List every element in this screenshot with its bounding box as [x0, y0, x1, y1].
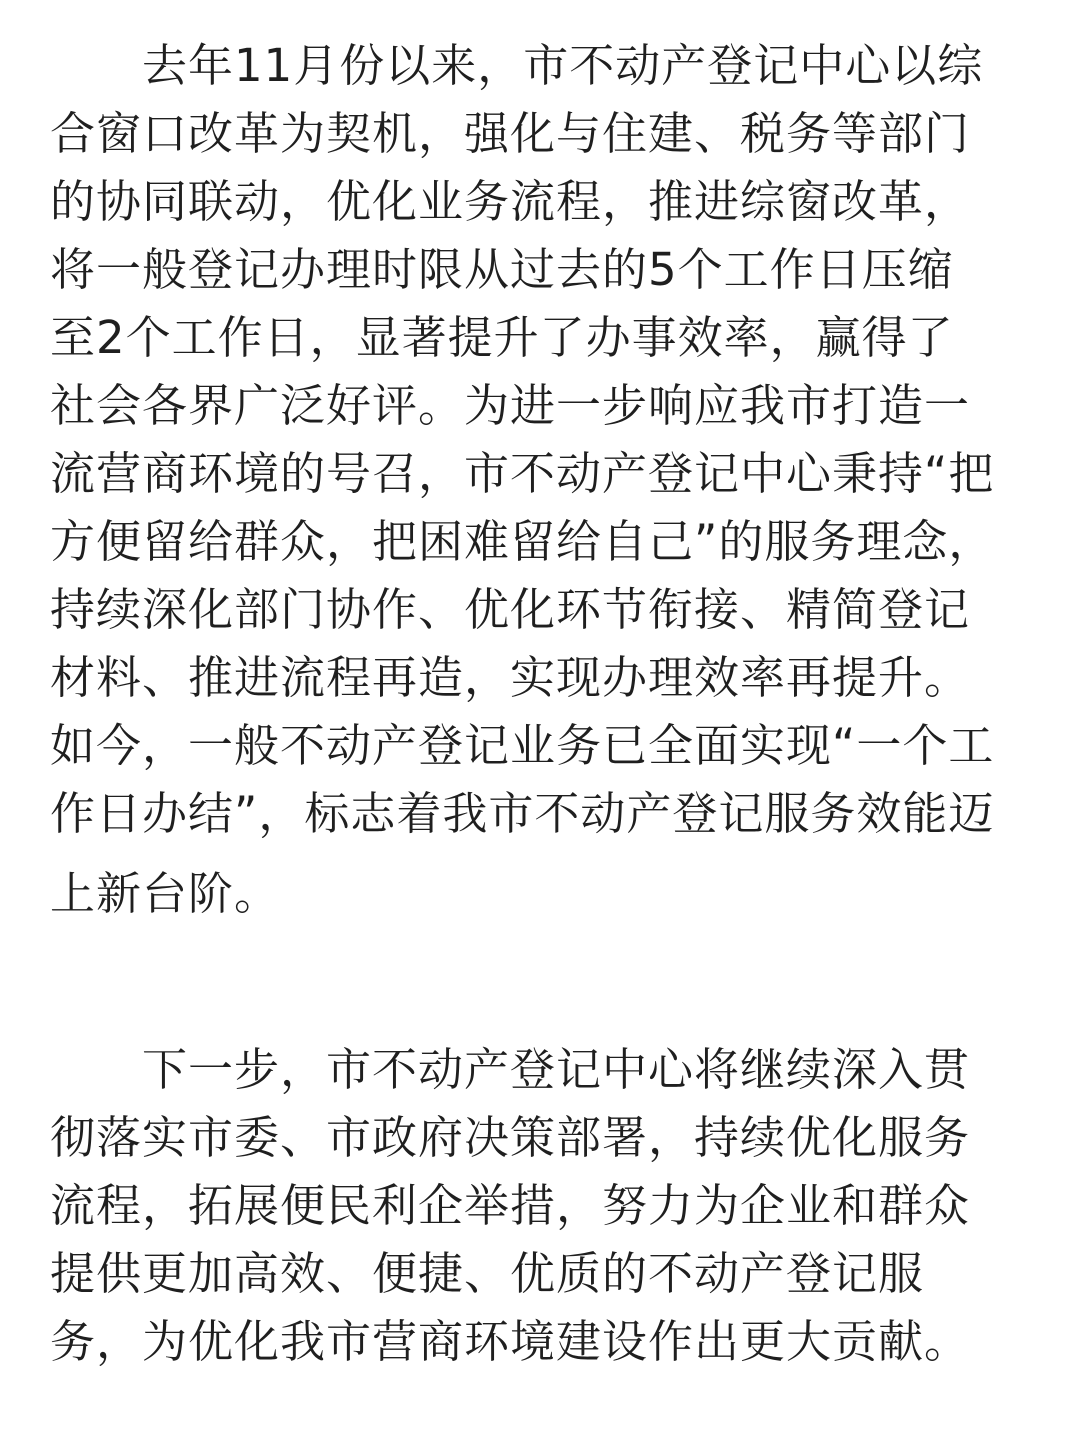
paragraph-1-line: 上新台阶。 [50, 867, 281, 920]
paragraph-1 [50, 32, 1024, 928]
paragraph-1-line: 的协同联动，优化业务流程，推进综窗改革， [50, 175, 971, 228]
paragraph-1-line: 作日办结”，标志着我市不动产登记服务效能迈 [50, 787, 995, 840]
paragraph-1-line: 材料、推进流程再造，实现办理效率再提升。 [50, 651, 971, 704]
paragraph-2-line: 提供更加高效、便捷、优质的不动产登记服 [50, 1247, 925, 1300]
paragraph-2-line: 务，为优化我市营商环境建设作出更大贡献。 [50, 1315, 971, 1368]
paragraph-2-line: 流程，拓展便民利企举措，努力为企业和群众 [50, 1179, 971, 1232]
paragraph-1-line: 持续深化部门协作、优化环节衔接、精简登记 [50, 583, 971, 636]
paragraph-1-line: 如今，一般不动产登记业务已全面实现“一个工 [50, 719, 995, 772]
paragraph-1-line: 将一般登记办理时限从过去的5个工作日压缩 [50, 243, 954, 296]
paragraph-1-line: 至2个工作日，显著提升了办事效率，赢得了 [50, 311, 954, 364]
paragraph-1-line: 方便留给群众，把困难留给自己”的服务理念， [50, 515, 995, 568]
paragraph-2 [50, 1036, 1024, 1376]
paragraph-spacer [50, 928, 1024, 1036]
paragraph-1-line: 去年11月份以来，市不动产登记中心以综 [142, 39, 984, 92]
paragraph-1-line: 社会各界广泛好评。为进一步响应我市打造一 [50, 379, 971, 432]
paragraph-1-line: 流营商环境的号召，市不动产登记中心秉持“把 [50, 447, 995, 500]
paragraph-2-line: 下一步，市不动产登记中心将继续深入贯 [142, 1043, 971, 1096]
paragraph-1-line: 合窗口改革为契机，强化与住建、税务等部门 [50, 107, 971, 160]
paragraph-2-line: 彻落实市委、市政府决策部署，持续优化服务 [50, 1111, 971, 1164]
article-body [50, 32, 1024, 1376]
